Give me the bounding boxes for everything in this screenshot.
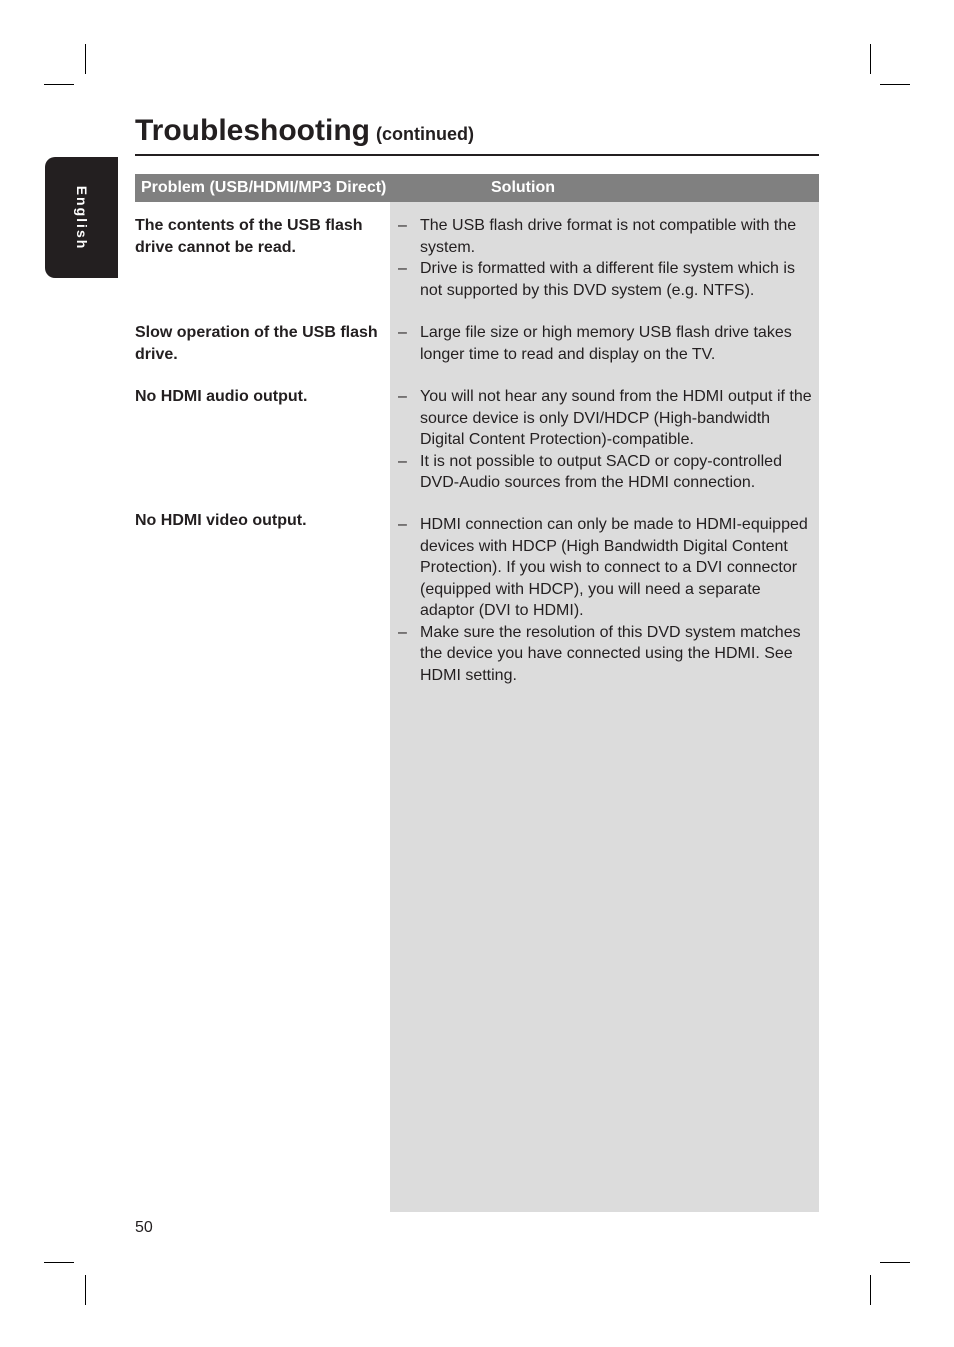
page-title-continued: (continued) <box>375 124 474 144</box>
dash-bullet: – <box>398 623 407 641</box>
problem-text: Slow operation of the USB flash drive. <box>135 324 378 363</box>
solution-item <box>398 322 818 365</box>
solution-list <box>398 322 818 365</box>
page-title-main: Troubleshooting <box>135 114 370 147</box>
solution-text: Large file size or high memory USB flash drive takes longer time to read and display on the TV. <box>420 324 792 363</box>
dash-bullet: – <box>398 260 407 277</box>
page-title <box>135 114 474 148</box>
dash-bullet: – <box>398 217 407 234</box>
solution-text: Make sure the resolution of this DVD system matches the device you have connected using the HDMI. See HDMI setting. <box>420 623 801 684</box>
page-number: 50 <box>135 1219 153 1236</box>
solution-text: Drive is formatted with a different file system which is not supported by this DVD system (e.g. NTFS). <box>420 260 795 299</box>
language-tab-label: English <box>73 185 90 250</box>
crop-mark <box>44 1262 74 1263</box>
solution-text: It is not possible to output SACD or copy-controlled DVD-Audio sources from the HDMI connection. <box>420 452 782 491</box>
language-tab <box>45 157 118 278</box>
dash-bullet: – <box>398 516 407 533</box>
crop-mark <box>880 84 910 85</box>
dash-bullet: – <box>398 452 407 470</box>
solution-item <box>398 451 818 494</box>
solution-list <box>398 215 818 301</box>
header-problem: Problem (USB/HDMI/MP3 Direct) <box>141 179 387 196</box>
solution-item <box>398 622 818 687</box>
solution-item <box>398 215 818 258</box>
solution-list <box>398 386 818 494</box>
header-solution: Solution <box>491 179 555 196</box>
crop-mark <box>85 1275 86 1305</box>
crop-mark <box>870 44 871 74</box>
problem-text: No HDMI video output. <box>135 512 307 529</box>
crop-mark <box>85 44 86 74</box>
dash-bullet: – <box>398 388 407 405</box>
solution-text: You will not hear any sound from the HDMI output if the source device is only DVI/HDCP (High-bandwidth Digital Content Protection)-compatible. <box>420 388 812 448</box>
solution-item <box>398 386 818 451</box>
problem-text: No HDMI audio output. <box>135 388 308 405</box>
solution-item <box>398 258 818 301</box>
solution-item <box>398 514 818 622</box>
title-divider <box>135 154 819 156</box>
crop-mark <box>880 1262 910 1263</box>
problem-text: The contents of the USB flash drive cannot be read. <box>135 217 363 256</box>
table-header <box>135 174 819 202</box>
crop-mark <box>870 1275 871 1305</box>
dash-bullet: – <box>398 324 407 341</box>
solution-list <box>398 514 818 686</box>
solution-text: HDMI connection can only be made to HDMI-equipped devices with HDCP (High Bandwidth Digital Content Protection). If you wish to connect to a DVI connector (equipped with HDCP), you will need a separate adaptor (DVI to HDMI). <box>420 516 808 619</box>
solution-text: The USB flash drive format is not compatible with the system. <box>420 217 797 256</box>
crop-mark <box>44 84 74 85</box>
